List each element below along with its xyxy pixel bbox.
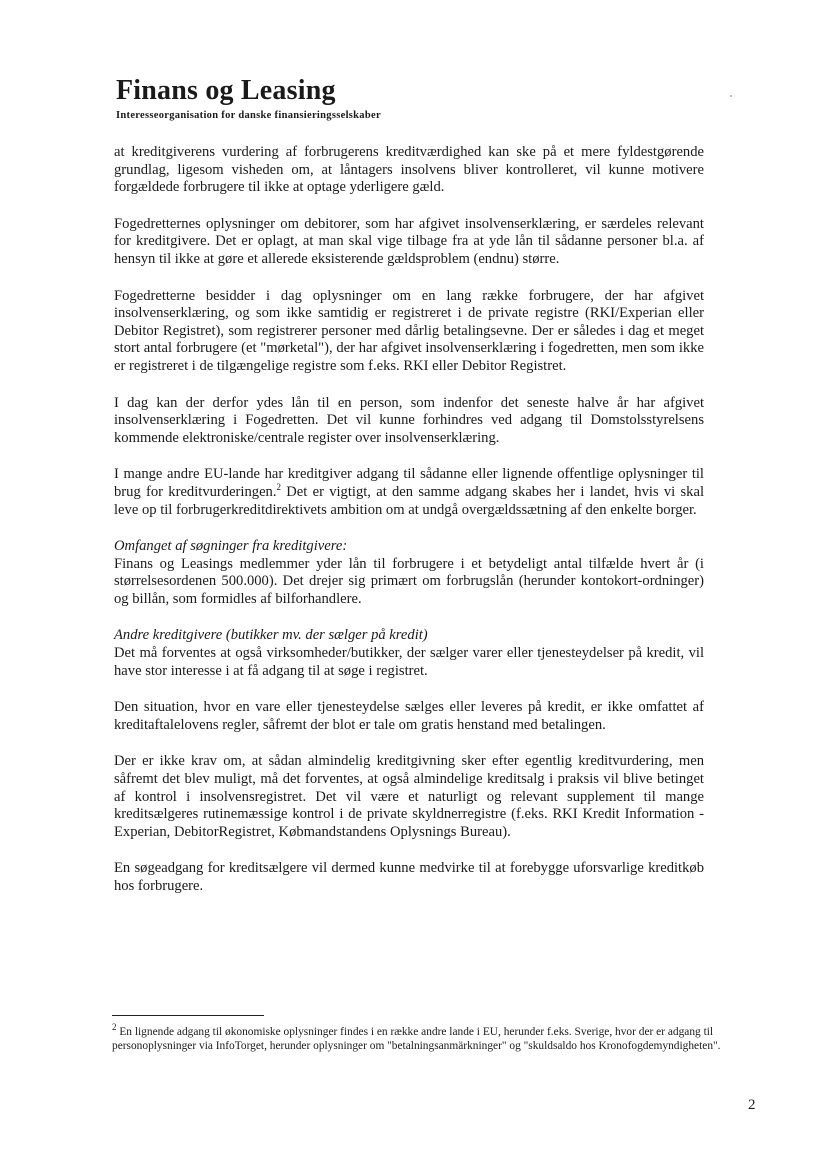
paragraph: Fogedretterne besidder i dag oplysninger om en lang række forbrugere, der har afgivet insolvenserklæring, og som ikke samtidig er registreret i de private registre (RKI/Experian eller Debitor Registret), som registrerer personer med dårlig betalingsevne. Der er således i dag et meget stort antal forbrugere (et "mørketal"), der har afgivet insolvenserklæring i fogedretten, men som ikke er registreret i de tilgængelige registre som f.eks. RKI eller Debitor Registret. — [114, 287, 704, 374]
section-other-text: Det må forventes at også virksomheder/butikker, der sælger varer eller tjenesteydelser på kredit, vil have stor interesse i at få adgang til at søge i registret. — [114, 645, 704, 679]
paragraph-eu-text-continued: Det er vigtigt, at den samme adgang skabes her i landet, hvis vi skal leve op til forbrugerkreditdirektivets ambition om at undgå overgældssætning af den enkelte borger. — [114, 483, 705, 518]
paragraph-eu-text: I mange andre EU-lande har kreditgiver adgang til sådanne eller lignende offentlige oplysninger til brug for kreditvurderingen. — [114, 466, 704, 500]
footnote-text: En lignende adgang til økonomiske oplysninger findes i en række andre lande i EU, herunder f.eks. Sverige, hvor der er adgang til personoplysninger via InfoTorget, herunder oplysninger om "betalningsanmärkninger" og "skuldsaldo hos Kronofogdemyndigheten". — [112, 1026, 721, 1053]
footnote — [112, 1022, 760, 1053]
org-title: Finans og Leasing — [116, 75, 336, 106]
section-scope — [114, 538, 704, 608]
paragraph: Der er ikke krav om, at sådan almindelig kreditgivning sker efter egentlig kreditvurdering, men såfremt det blev muligt, må det forventes, at også almindelige kreditsalg i praksis vil blive betinget af kontrol i insolvensregistret. Det vil være et naturligt og relevant supplement til mange kreditsælgeres rutinemæssige kontrol i de private skyldnerregistre (f.eks. RKI Kredit Information - Experian, DebitorRegistret, Købmandstandens Oplysnings Bureau). — [114, 753, 704, 840]
paragraph: I dag kan der derfor ydes lån til en person, som indenfor det seneste halve år har afgivet insolvenserklæring i Fogedretten. Det vil kunne forhindres ved adgang til Domstolsstyrelsens kommende elektroniske/centrale register over insolvenserklæring. — [114, 394, 704, 446]
paragraph: Fogedretternes oplysninger om debitorer, som har afgivet insolvenserklæring, er særdeles relevant for kreditgivere. Det er oplagt, at man skal vige tilbage fra at yde lån til sådanne personer bl.a. af hensyn til ikke at gøre et allerede eksisterende gældsproblem (endnu) større. — [114, 215, 704, 267]
section-scope-heading: Omfanget af søgninger fra kreditgivere: — [114, 538, 348, 555]
page-number: 2 — [748, 1097, 756, 1113]
paragraph: En søgeadgang for kreditsælgere vil dermed kunne medvirke til at forebygge uforsvarlige kreditkøb hos forbrugere. — [114, 860, 704, 894]
paragraph-eu — [114, 466, 704, 519]
paragraph: at kreditgiverens vurdering af forbrugerens kreditværdighed kan ske på et mere fyldestgørende grundlag, ligesom visheden om, at låntagers insolvens bliver kontrolleret, vil kunne motivere forgældede forbrugere til ikke at optage yderligere gæld. — [114, 144, 704, 196]
footnote-divider — [112, 1015, 264, 1016]
scan-mark — [730, 95, 732, 97]
body-text — [114, 144, 704, 915]
footnote-reference: 2 — [276, 482, 281, 493]
section-scope-text: Finans og Leasings medlemmer yder lån til forbrugere i et betydeligt antal tilfælde hvert år (i størrelsesordenen 500.000). Det drejer sig primært om forbrugslån (herunder kontokort-ordninger) og billån, som formidles af bilforhandlere. — [114, 555, 704, 607]
letterhead — [116, 76, 381, 121]
paragraph: Den situation, hvor en vare eller tjenesteydelse sælges eller leveres på kredit, er ikke omfattet af kreditaftalelovens regler, såfremt der blot er tale om gratis henstand med betalingen. — [114, 699, 704, 733]
section-other-heading: Andre kreditgivere (butikker mv. der sælger på kredit) — [114, 627, 428, 644]
footnote-number: 2 — [112, 1022, 117, 1033]
section-other-creditors — [114, 627, 704, 680]
org-subtitle: Interesseorganisation for danske finansieringsselskaber — [116, 110, 381, 121]
